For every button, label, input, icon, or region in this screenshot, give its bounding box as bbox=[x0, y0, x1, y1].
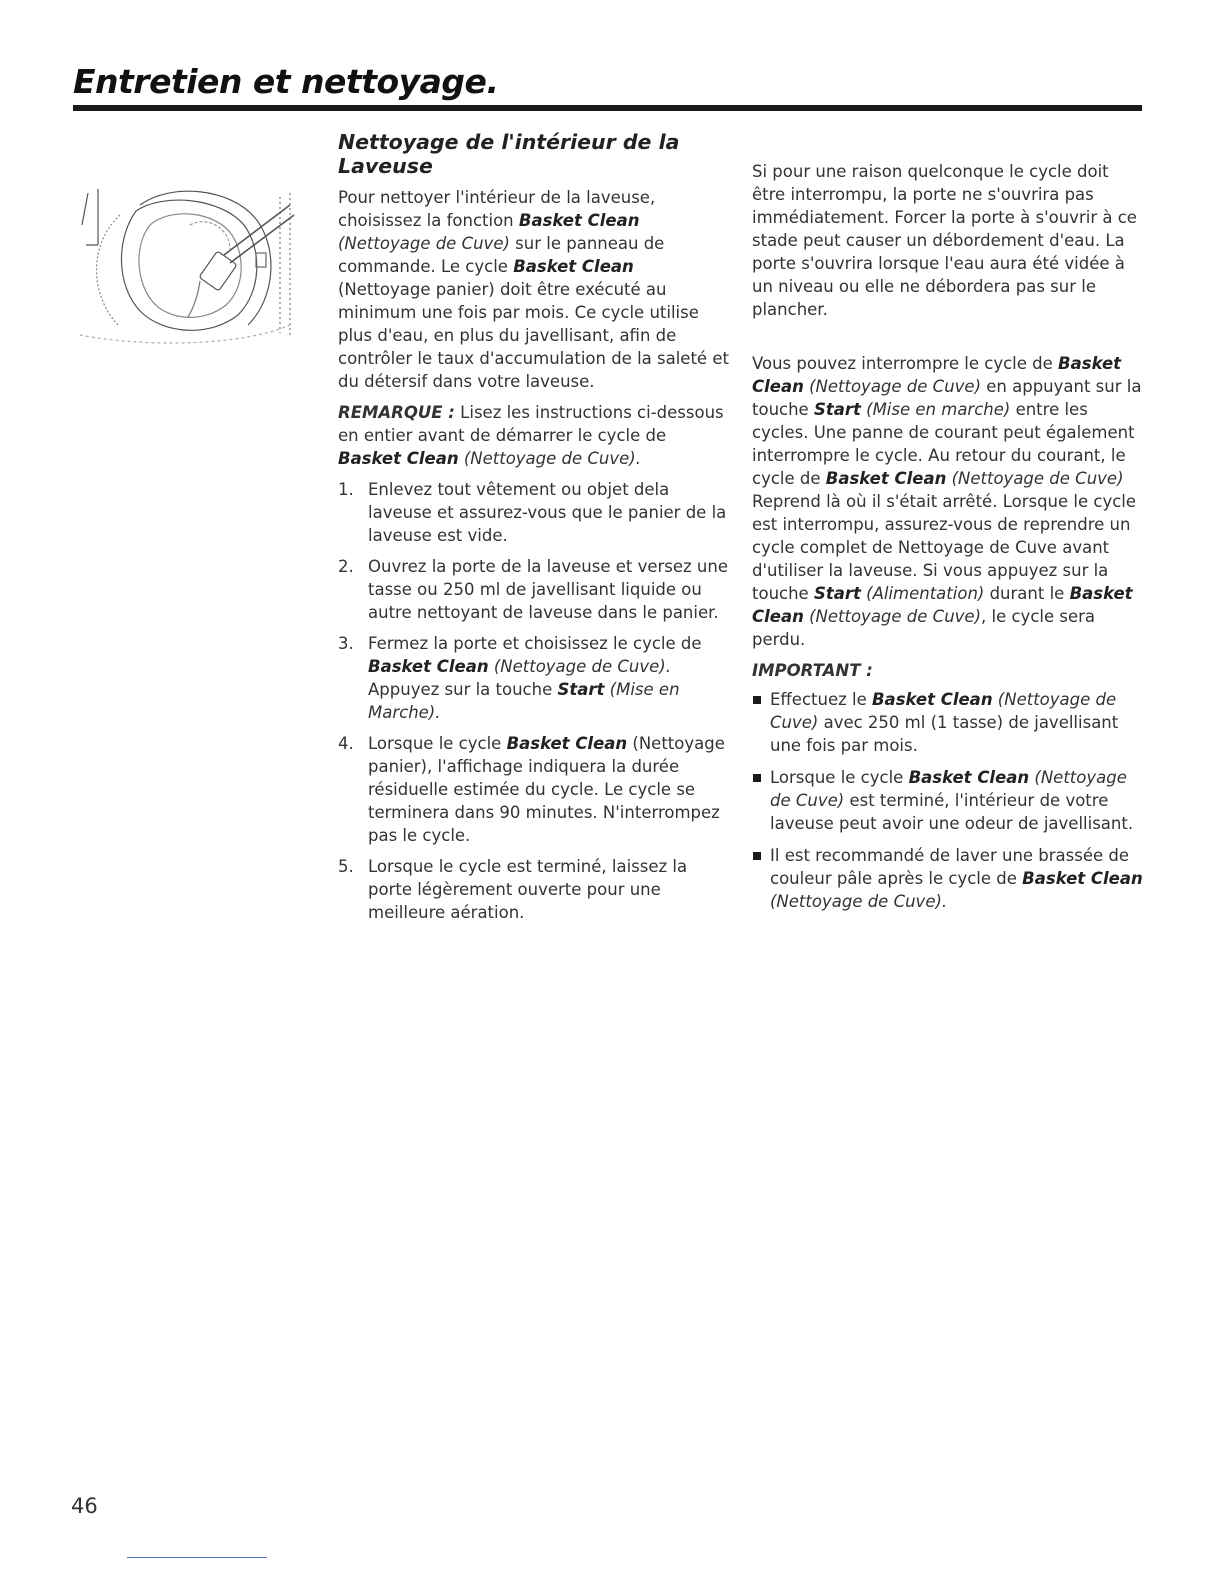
list-item: 4. Lorsque le cycle Basket Clean (Nettoyage panier), l'affichage indiquera la durée résiduelle estimée du cycle. Le cycle se terminera dans 90 minutes. N'interrompez pas le cycle. bbox=[338, 734, 725, 845]
page-title: Entretien et nettoyage. bbox=[73, 62, 499, 101]
intro-paragraph: Pour nettoyer l'intérieur de la laveuse, choisissez la fonction Basket Clean (Nettoyage de Cuve) sur le panneau de commande. Le cycle Basket Clean (Nettoyage panier) doit être exécuté au minimum une fois par mois. Ce cycle utilise plus d'eau, en plus du javellisant, afin de contrôler le taux d'accumulation de la saleté et du détersif dans votre laveuse. bbox=[338, 188, 729, 391]
list-item: Il est recommandé de laver une brassée de couleur pâle après le cycle de Basket Clean (Nettoyage de Cuve). bbox=[752, 844, 1144, 913]
steps-list bbox=[338, 478, 730, 924]
important-list bbox=[752, 688, 1144, 913]
list-item: 3. Fermez la porte et choisissez le cycle de Basket Clean (Nettoyage de Cuve). Appuyez sur la touche Start (Mise en Marche). bbox=[338, 634, 702, 722]
important-label: IMPORTANT : bbox=[752, 661, 873, 680]
title-rule bbox=[73, 105, 1142, 111]
list-item: Lorsque le cycle Basket Clean (Nettoyage de Cuve) est terminé, l'intérieur de votre laveuse peut avoir une odeur de javellisant. bbox=[752, 766, 1144, 835]
bullet-square-icon bbox=[753, 696, 761, 704]
main-column bbox=[338, 130, 730, 932]
note-paragraph: REMARQUE : Lisez les instructions ci-dessous en entier avant de démarrer le cycle de Basket Clean (Nettoyage de Cuve). bbox=[338, 403, 724, 468]
resume-paragraph: Vous pouvez interrompre le cycle de Basket Clean (Nettoyage de Cuve) en appuyant sur la touche Start (Mise en marche) entre les cycles. Une panne de courant peut également interrompre le cycle. Au retour du courant, le cycle de Basket Clean (Nettoyage de Cuve) Reprend là où il s'était arrêté. Lorsque le cycle est interrompu, assurez-vous de reprendre un cycle complet de Nettoyage de Cuve avant d'utiliser la laveuse. Si vous appuyez sur la touche Start (Alimentation) durant le Basket Clean (Nettoyage de Cuve), le cycle sera perdu. bbox=[752, 354, 1142, 649]
interrupt-paragraph: Si pour une raison quelconque le cycle doit être interrompu, la porte ne s'ouvrira pas immédiatement. Forcer la porte à s'ouvrir à ce stade peut causer un débordement d'eau. La porte s'ouvrira lorsque l'eau aura été vidée à un niveau ou elle ne débordera pas sur le plancher. bbox=[752, 162, 1137, 319]
note-label: REMARQUE : bbox=[338, 403, 455, 422]
list-item: 2. Ouvrez la porte de la laveuse et versez une tasse ou 250 ml de javellisant liquide ou autre nettoyant de laveuse dans le panier. bbox=[338, 557, 729, 622]
section-heading: Nettoyage de l'intérieur de la Laveuse bbox=[338, 130, 680, 178]
bullet-square-icon bbox=[753, 852, 761, 860]
footer-line bbox=[127, 1557, 267, 1558]
bullet-square-icon bbox=[753, 774, 761, 782]
list-item: Effectuez le Basket Clean (Nettoyage de Cuve) avec 250 ml (1 tasse) de javellisant une fois par mois. bbox=[752, 688, 1144, 757]
right-column bbox=[752, 160, 1144, 922]
list-item: 1. Enlevez tout vêtement ou objet dela laveuse et assurez-vous que le panier de la laveuse est vide. bbox=[338, 480, 727, 545]
page-number: 46 bbox=[71, 1494, 98, 1518]
list-item: 5. Lorsque le cycle est terminé, laissez la porte légèrement ouverte pour une meilleure aération. bbox=[338, 857, 688, 922]
washer-bleach-pour-icon bbox=[80, 185, 295, 345]
